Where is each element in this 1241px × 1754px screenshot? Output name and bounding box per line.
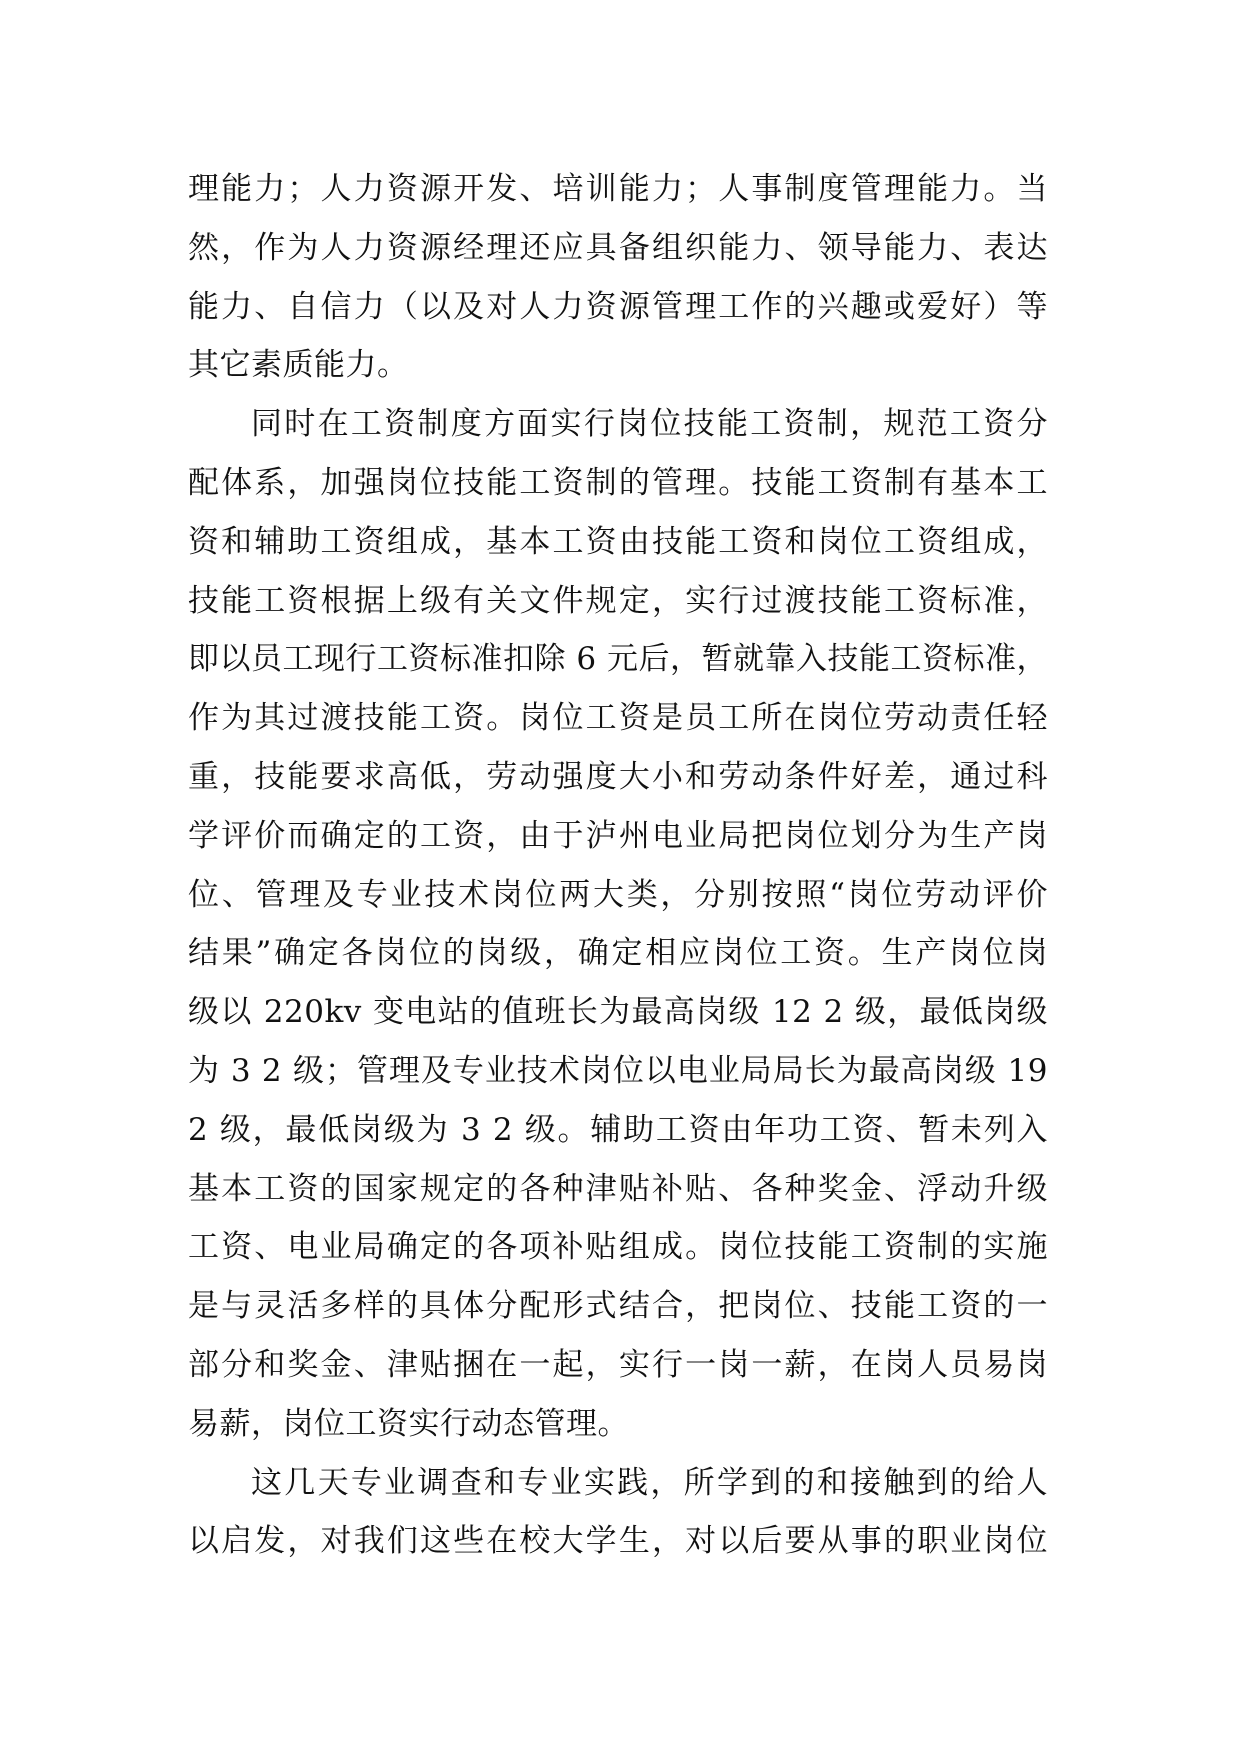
- paragraph-3: [188, 1454, 1048, 1572]
- text-line: 部分和奖金、津贴捆在一起，实行一岗一薪，在岗人员易岗: [188, 1346, 1048, 1383]
- text-line: 是与灵活多样的具体分配形式结合，把岗位、技能工资的一: [188, 1288, 1048, 1325]
- text-line: 同时在工资制度方面实行岗位技能工资制，规范工资分: [251, 406, 1048, 443]
- text-line: 基本工资的国家规定的各种津贴补贴、各种奖金、浮动升级: [188, 1170, 1048, 1207]
- text-line: 作为其过渡技能工资。岗位工资是员工所在岗位劳动责任轻: [188, 700, 1048, 737]
- text-line: 位、管理及专业技术岗位两大类，分别按照“岗位劳动评价: [188, 876, 1048, 913]
- text-line: 以启发，对我们这些在校大学生，对以后要从事的职业岗位: [188, 1523, 1048, 1560]
- text-line: 重，技能要求高低，劳动强度大小和劳动条件好差，通过科: [188, 758, 1048, 795]
- text-line: 资和辅助工资组成，基本工资由技能工资和岗位工资组成，: [188, 523, 1048, 560]
- text-line: 级以 220kv 变电站的值班长为最高岗级 12 2 级，最低岗级: [188, 994, 1048, 1031]
- text-line: 这几天专业调查和专业实践，所学到的和接触到的给人: [251, 1464, 1048, 1501]
- text-line: 能力、自信力（以及对人力资源管理工作的兴趣或爱好）等: [188, 288, 1048, 325]
- text-line: 学评价而确定的工资，由于泸州电业局把岗位划分为生产岗: [188, 817, 1048, 854]
- text-line: 然，作为人力资源经理还应具备组织能力、领导能力、表达: [188, 229, 1048, 266]
- text-line: 即以员工现行工资标准扣除 6 元后，暂就靠入技能工资标准，: [188, 641, 1048, 678]
- text-line: 2 级，最低岗级为 3 2 级。辅助工资由年功工资、暂未列入: [188, 1111, 1048, 1148]
- paragraph-1: [188, 160, 1048, 395]
- text-line: 技能工资根据上级有关文件规定，实行过渡技能工资标准，: [188, 582, 1048, 619]
- text-line: 理能力；人力资源开发、培训能力；人事制度管理能力。当: [188, 171, 1048, 207]
- text-line: 配体系，加强岗位技能工资制的管理。技能工资制有基本工: [188, 464, 1048, 501]
- text-line: 易薪，岗位工资实行动态管理。: [188, 1405, 629, 1442]
- text-line: 结果”确定各岗位的岗级，确定相应岗位工资。生产岗位岗: [188, 935, 1048, 972]
- body-text: [188, 160, 1048, 1571]
- paragraph-2: [188, 395, 1048, 1453]
- text-line: 为 3 2 级；管理及专业技术岗位以电业局局长为最高岗级 19: [188, 1052, 1048, 1089]
- text-line: 工资、电业局确定的各项补贴组成。岗位技能工资制的实施: [188, 1229, 1048, 1266]
- text-line: 其它素质能力。: [188, 347, 409, 384]
